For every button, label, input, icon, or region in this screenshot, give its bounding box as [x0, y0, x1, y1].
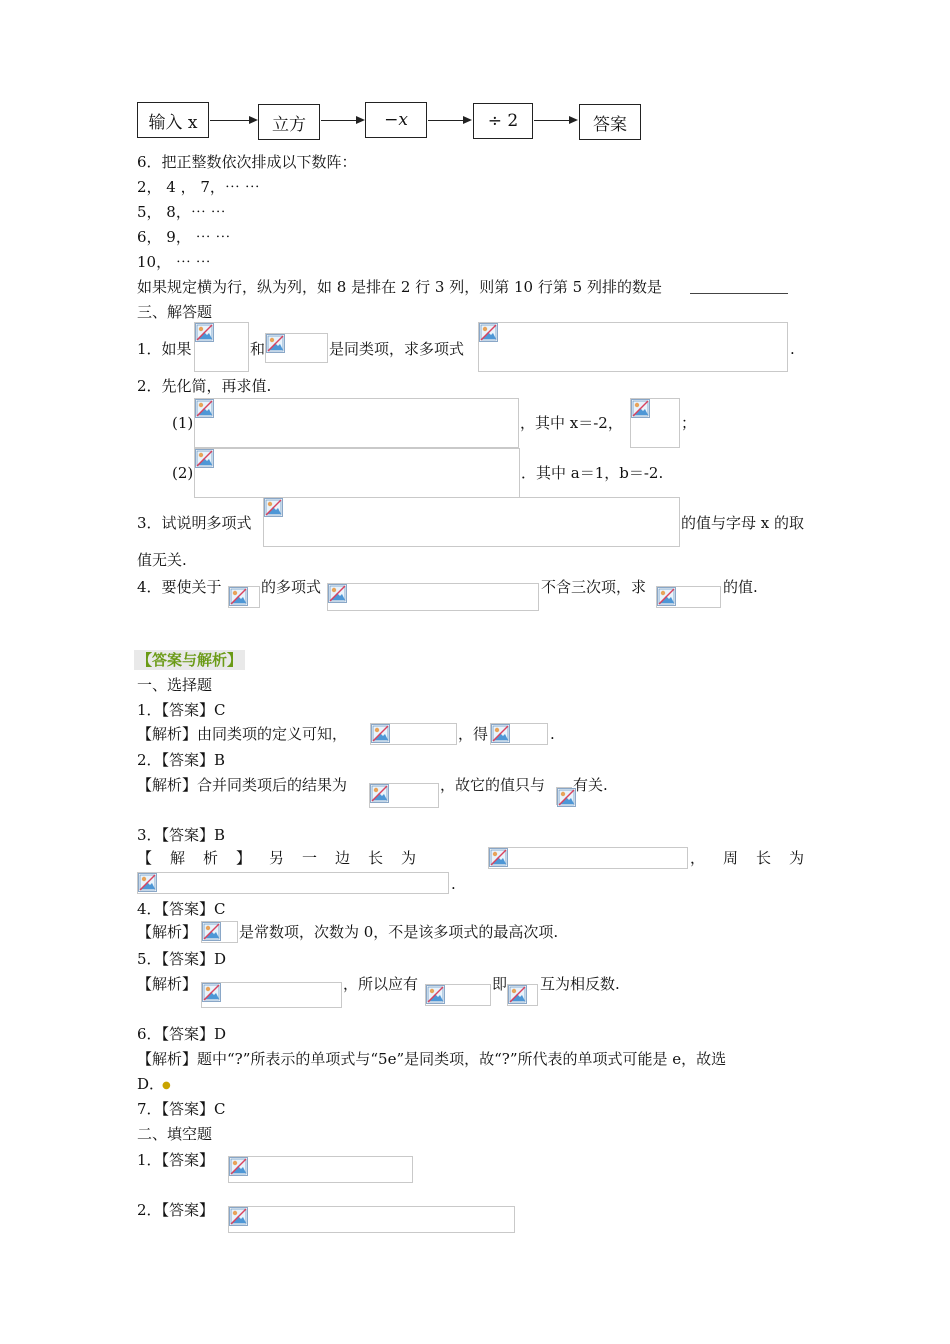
answer-6-exp: 【解析】题中“?”所表示的单项式与“5e”是同类项，故“?”所代表的单项式可能是 e，故选 — [137, 1050, 727, 1068]
formula-image — [370, 723, 457, 745]
formula-image — [265, 333, 328, 363]
answers-section1-heading: 一、选择题 — [137, 676, 213, 694]
answer-7: 7．【答案】C — [137, 1100, 226, 1118]
formula-image — [507, 984, 538, 1006]
q6-question: 如果规定横为行，纵为列，如 8 是排在 2 行 3 列，则第 10 行第 5 列排的数是 — [137, 278, 662, 296]
answers-banner: 【答案与解析】 — [134, 650, 245, 670]
p4-text-b: 的多项式 — [261, 578, 322, 596]
p2-title: 2．先化简，再求值. — [137, 377, 272, 395]
answer-5: 5．【答案】D — [137, 950, 227, 968]
broken-image-icon — [328, 584, 347, 603]
flow-box-answer — [579, 104, 641, 140]
q6-row4: 10， ⋯ ⋯ — [137, 253, 211, 271]
flow-box-input-label: 输入 x — [148, 112, 198, 133]
answer-4: 4．【答案】C — [137, 900, 226, 918]
answer-1-exp-b: ，得 — [458, 725, 489, 743]
p1-text-c: 是同类项，求多项式 — [329, 340, 465, 358]
formula-image — [369, 783, 439, 808]
formula-image — [194, 398, 519, 448]
broken-image-icon — [138, 873, 157, 892]
formula-image — [490, 723, 548, 745]
formula-image — [201, 982, 342, 1008]
answer-3-exp-b: ，周长为 — [690, 849, 823, 867]
formula-image — [556, 787, 572, 805]
flow-box-minus-x-label: −x — [384, 110, 408, 130]
answer-5-exp-c: 即 — [492, 975, 508, 993]
broken-image-icon — [229, 1157, 248, 1176]
answer-2-exp-b: ，故它的值只与 — [440, 776, 546, 794]
formula-image — [425, 984, 491, 1006]
broken-image-icon — [202, 983, 221, 1002]
flow-box-divide-label: ÷ 2 — [487, 111, 519, 131]
p4-text-a: 4．要使关于 — [137, 578, 222, 596]
formula-image — [488, 847, 688, 869]
formula-image — [478, 322, 788, 372]
p3-text-a: 3．试说明多项式 — [137, 514, 252, 532]
broken-image-icon — [195, 323, 214, 342]
p1-text-a: 1．如果 — [137, 340, 192, 358]
formula-image — [263, 497, 680, 547]
q6-title: 6．把正整数依次排成以下数阵： — [137, 153, 357, 171]
answer-2: 2．【答案】B — [137, 751, 226, 769]
answer-1-exp-a: 【解析】由同类项的定义可知， — [137, 725, 348, 743]
p2-2-condition: ．其中 a＝1，b＝-2. — [521, 464, 664, 482]
flow-arrow — [534, 120, 576, 121]
marker-dot: ● — [162, 1080, 171, 1091]
answer-5-exp-a: 【解析】 — [137, 975, 198, 993]
broken-image-icon — [202, 922, 221, 941]
flow-arrow — [210, 120, 256, 121]
formula-image — [137, 872, 449, 894]
q6-row3: 6， 9， ⋯ ⋯ — [137, 228, 231, 246]
answer-4-exp-a: 【解析】 — [137, 923, 198, 941]
broken-image-icon — [491, 724, 510, 743]
p2-2-label: (2) — [172, 464, 194, 482]
formula-image — [201, 921, 238, 943]
broken-image-icon — [370, 784, 389, 803]
flow-arrow — [321, 120, 363, 121]
q6-row1: 2， 4 ， 7，⋯ ⋯ — [137, 178, 260, 196]
section3-heading: 三、解答题 — [137, 303, 213, 321]
answer-5-exp-d: 互为相反数. — [540, 975, 620, 993]
answer-3-exp-c: . — [451, 875, 456, 893]
broken-image-icon — [489, 848, 508, 867]
broken-image-icon — [266, 334, 285, 353]
flow-box-answer-label: 答案 — [593, 114, 627, 135]
formula-image — [327, 583, 539, 611]
broken-image-icon — [426, 985, 445, 1004]
answer-1-exp-c: . — [550, 725, 555, 743]
broken-image-icon — [657, 587, 676, 606]
answer-2-exp-c: 有关. — [573, 776, 608, 794]
fill-answer-2: 2．【答案】 — [137, 1201, 215, 1219]
flow-box-cube — [258, 104, 320, 140]
flow-box-divide — [473, 103, 533, 139]
formula-image — [656, 586, 721, 608]
answer-6: 6．【答案】D — [137, 1025, 227, 1043]
answer-4-exp-b: 是常数项，次数为 0，不是该多项式的最高次项. — [239, 923, 559, 941]
p1-text-d: . — [790, 340, 795, 358]
q6-row2: 5， 8，⋯ ⋯ — [137, 203, 226, 221]
p3-text-c: 值无关. — [137, 551, 187, 569]
p2-1-condition: ，其中 x＝-2， — [520, 414, 623, 432]
answer-6-exp-2: D． — [137, 1075, 165, 1093]
flow-box-input — [137, 102, 209, 138]
flow-arrow — [428, 120, 470, 121]
answer-2-exp-a: 【解析】合并同类项后的结果为 — [137, 776, 348, 794]
p1-text-b: 和 — [250, 340, 266, 358]
flow-box-cube-label: 立方 — [272, 114, 306, 135]
broken-image-icon — [229, 587, 248, 606]
broken-image-icon — [371, 724, 390, 743]
formula-image — [194, 322, 249, 372]
fill-answer-1: 1．【答案】 — [137, 1151, 215, 1169]
broken-image-icon — [195, 399, 214, 418]
formula-image — [194, 448, 520, 498]
p3-text-b: 的值与字母 x 的取 — [681, 514, 804, 532]
formula-image — [228, 1206, 515, 1233]
answer-5-exp-b: ，所以应有 — [343, 975, 419, 993]
broken-image-icon — [195, 449, 214, 468]
answers-section2-heading: 二、填空题 — [137, 1125, 213, 1143]
answer-3-exp-a: 【解析】另一边长为 — [137, 849, 435, 867]
p2-1-end: ； — [681, 414, 697, 432]
p4-text-d: 的值. — [723, 578, 758, 596]
broken-image-icon — [631, 399, 650, 418]
broken-image-icon — [479, 323, 498, 342]
formula-image — [630, 398, 680, 448]
p4-text-c: 不含三次项，求 — [541, 578, 647, 596]
broken-image-icon — [508, 985, 527, 1004]
broken-image-icon — [264, 498, 283, 517]
broken-image-icon — [229, 1207, 248, 1226]
p2-1-label: (1) — [172, 414, 194, 432]
flow-box-minus-x — [365, 102, 427, 138]
answer-3: 3．【答案】B — [137, 826, 226, 844]
formula-image — [228, 586, 260, 608]
answer-1: 1．【答案】C — [137, 701, 226, 719]
formula-image — [228, 1156, 413, 1183]
answer-blank[interactable] — [690, 293, 788, 294]
